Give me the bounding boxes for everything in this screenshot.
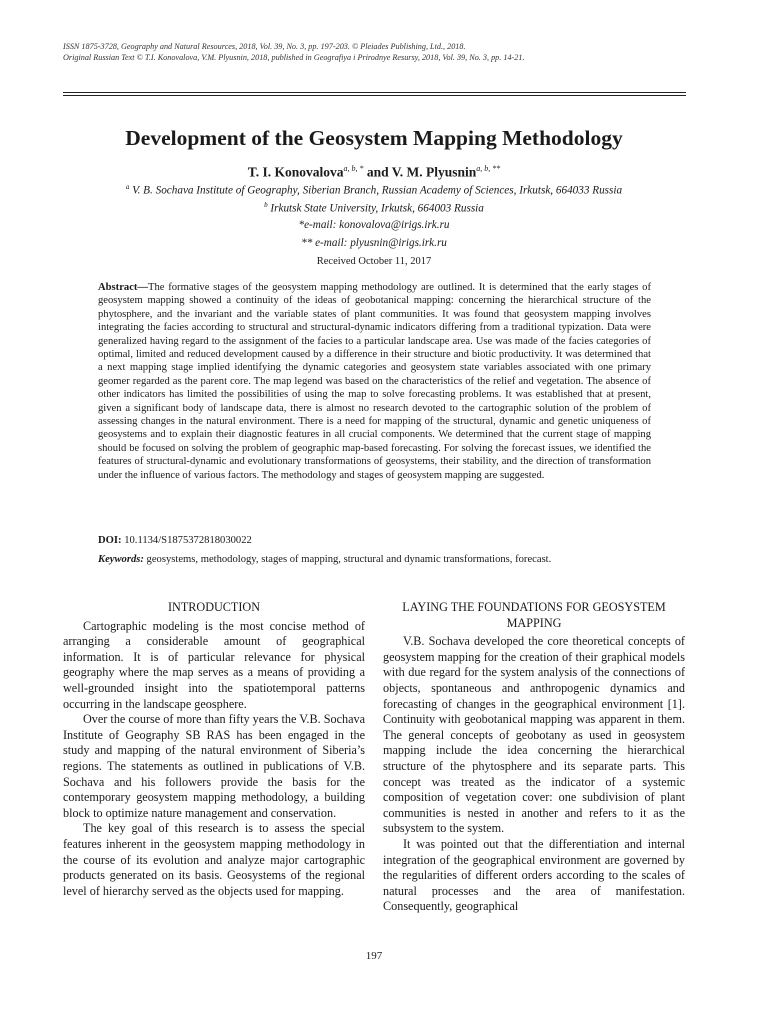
- keywords-label: Keywords:: [98, 554, 144, 565]
- journal-header: [63, 42, 683, 63]
- foundations-paragraph: V.B. Sochava developed the core theoretical concepts of geosystem mapping for the creation of their graphical models with due regard for the system analysis of the connections of objects, spontaneous and anthropogenic dynamics and forecasting of changes in the geographical environment [1]. Continuity with geobotanical mapping was apparent in them. The general concepts of geobotany as used in geosystem mapping include the idea concerning the hierarchical structure of the phytosphere and its separate parts. This concept was treated as the indicator of a systemic composition of vegetation cover: one subdivision of plant communities is nested in another and refers to it as the subsystem to the system.: [383, 634, 685, 836]
- affiliation-a-marker: a: [125, 183, 130, 191]
- email-konovalova: *e-mail: konovalova@irigs.irk.ru: [298, 219, 450, 231]
- doi-label: DOI:: [98, 535, 122, 546]
- journal-citation-line: ISSN 1875-3728, Geography and Natural Resources, 2018, Vol. 39, No. 3, pp. 197-203. © Pleiades Publishing, Ltd., 2018.: [63, 42, 466, 51]
- foundations-paragraph: It was pointed out that the differentiation and internal integration of the geographical environment are governed by the regularities of different orders according to the scales of natural processes and the area of manifestation. Consequently, geographical: [383, 836, 685, 914]
- abstract-text: The formative stages of the geosystem mapping methodology are outlined. It is determined that the early stages of geosystem mapping showed a continuity of the ideas of geobotanical mapping: concerning the hierarchical structure of the phytosphere, and the invariant and the variable states of plant communities. It was found that geosystem mapping involves integrating the facies according to structural and structural-dynamic indicators differing from a traditional typization. Data were generalized having regard to the assignment of the facies to a particular landscape area. Use was made of the facies categories of optimal, limited and reduced development caused by a difference in their structure and biotic productivity. It was determined that a next mapping stage implied identifying the dynamic categories and geosystem state variables associated with one primary geomer regarded as the parent core. The map legend was based on the characteristics of the relief and vegetation. The absence of other indicators has limited the possibilities of using the map to solve forecasting problems. It was established that at present, given a significant body of landscape data, there is almost no research devoted to the cartographic solution of the problem of assessing changes in the natural environment. There is a need for mapping of the structural, dynamic and genetic uniqueness of geosystems and to explain their diagnostic features in all crucial components. We determined that the current stage of mapping should be focused on solving the problem of geographic map-based forecasting. For solving the forecast issues, we identified the features of structural-dynamic and evolutionary transformations of geosystems, their stability, and the direction of transformation under the influence of various factors. The methodology and stages of geosystem mapping are suggested.: [98, 282, 651, 481]
- affiliation-b-text: Irkutsk State University, Irkutsk, 664003 Russia: [267, 202, 484, 215]
- abstract-dash: —: [137, 282, 149, 293]
- intro-paragraph: The key goal of this research is to assess the special features inherent in the geosystem mapping methodology in the course of its evolution and analyze major cartographic products generated on its basis. Geosystems of the regional level of hierarchy served as the objects used for mapping.: [63, 821, 365, 898]
- doi-line: [98, 535, 651, 546]
- author-konovalova: T. I. Konovalova: [247, 164, 344, 180]
- affiliation-b-marker: b: [264, 201, 268, 209]
- received-date: Received October 11, 2017: [316, 256, 432, 267]
- page-number: 197: [365, 950, 383, 962]
- left-column: [63, 600, 365, 899]
- author-conjunction: and: [363, 164, 392, 180]
- doi-value: 10.1134/S1875372818030022: [121, 535, 252, 546]
- author1-affil-marks: a, b, *: [343, 164, 364, 173]
- article-title: Development of the Geosystem Mapping Methodology: [125, 126, 623, 150]
- author2-affil-marks: a, b, **: [476, 164, 501, 173]
- email-plyusnin: ** e-mail: plyusnin@irigs.irk.ru: [301, 237, 447, 249]
- original-text-line: Original Russian Text © T.I. Konovalova, V.M. Plyusnin, 2018, published in Geografiya i Prirodnye Resursy, 2018, Vol. 39, No. 3, pp. 14-21.: [63, 52, 525, 62]
- intro-paragraph: Cartographic modeling is the most concise method of arranging a considerable amount of geographical information. It is of particular relevance for physical geography where the map serves as a means of providing a well-grounded insight into the spatiotemporal patterns occurring in the landscape geosphere.: [63, 618, 365, 711]
- keywords-line: [98, 554, 651, 565]
- affiliation-a: [0, 183, 748, 197]
- keywords-value: geosystems, methodology, stages of mapping, structural and dynamic transformations, forecast.: [143, 554, 552, 565]
- header-rule-secondary: [63, 95, 686, 96]
- intro-paragraph: Over the course of more than fifty years the V.B. Sochava Institute of Geography SB RAS has been engaged in the study and mapping of the natural environment of Siberia’s regions. The statements as outlined in publications of V.B. Sochava and his followers provide the basis for the contemporary geosystem mapping methodology, a building block to optimize nature management and conservation.: [63, 712, 365, 820]
- section-heading-introduction: INTRODUCTION: [167, 600, 261, 614]
- header-rule: [63, 92, 686, 93]
- affiliation-a-text: V. B. Sochava Institute of Geography, Siberian Branch, Russian Academy of Sciences, Irkutsk, 664033 Russia: [129, 184, 623, 197]
- abstract-label: Abstract: [98, 282, 138, 293]
- section-heading-foundations: LAYING THE FOUNDATIONS FOR GEOSYSTEM MAPPING: [402, 600, 666, 630]
- affiliation-b: [0, 201, 748, 215]
- abstract: [98, 281, 651, 482]
- right-column: [383, 600, 685, 915]
- author-plyusnin: V. M. Plyusnin: [391, 164, 477, 180]
- author-line: [0, 164, 748, 181]
